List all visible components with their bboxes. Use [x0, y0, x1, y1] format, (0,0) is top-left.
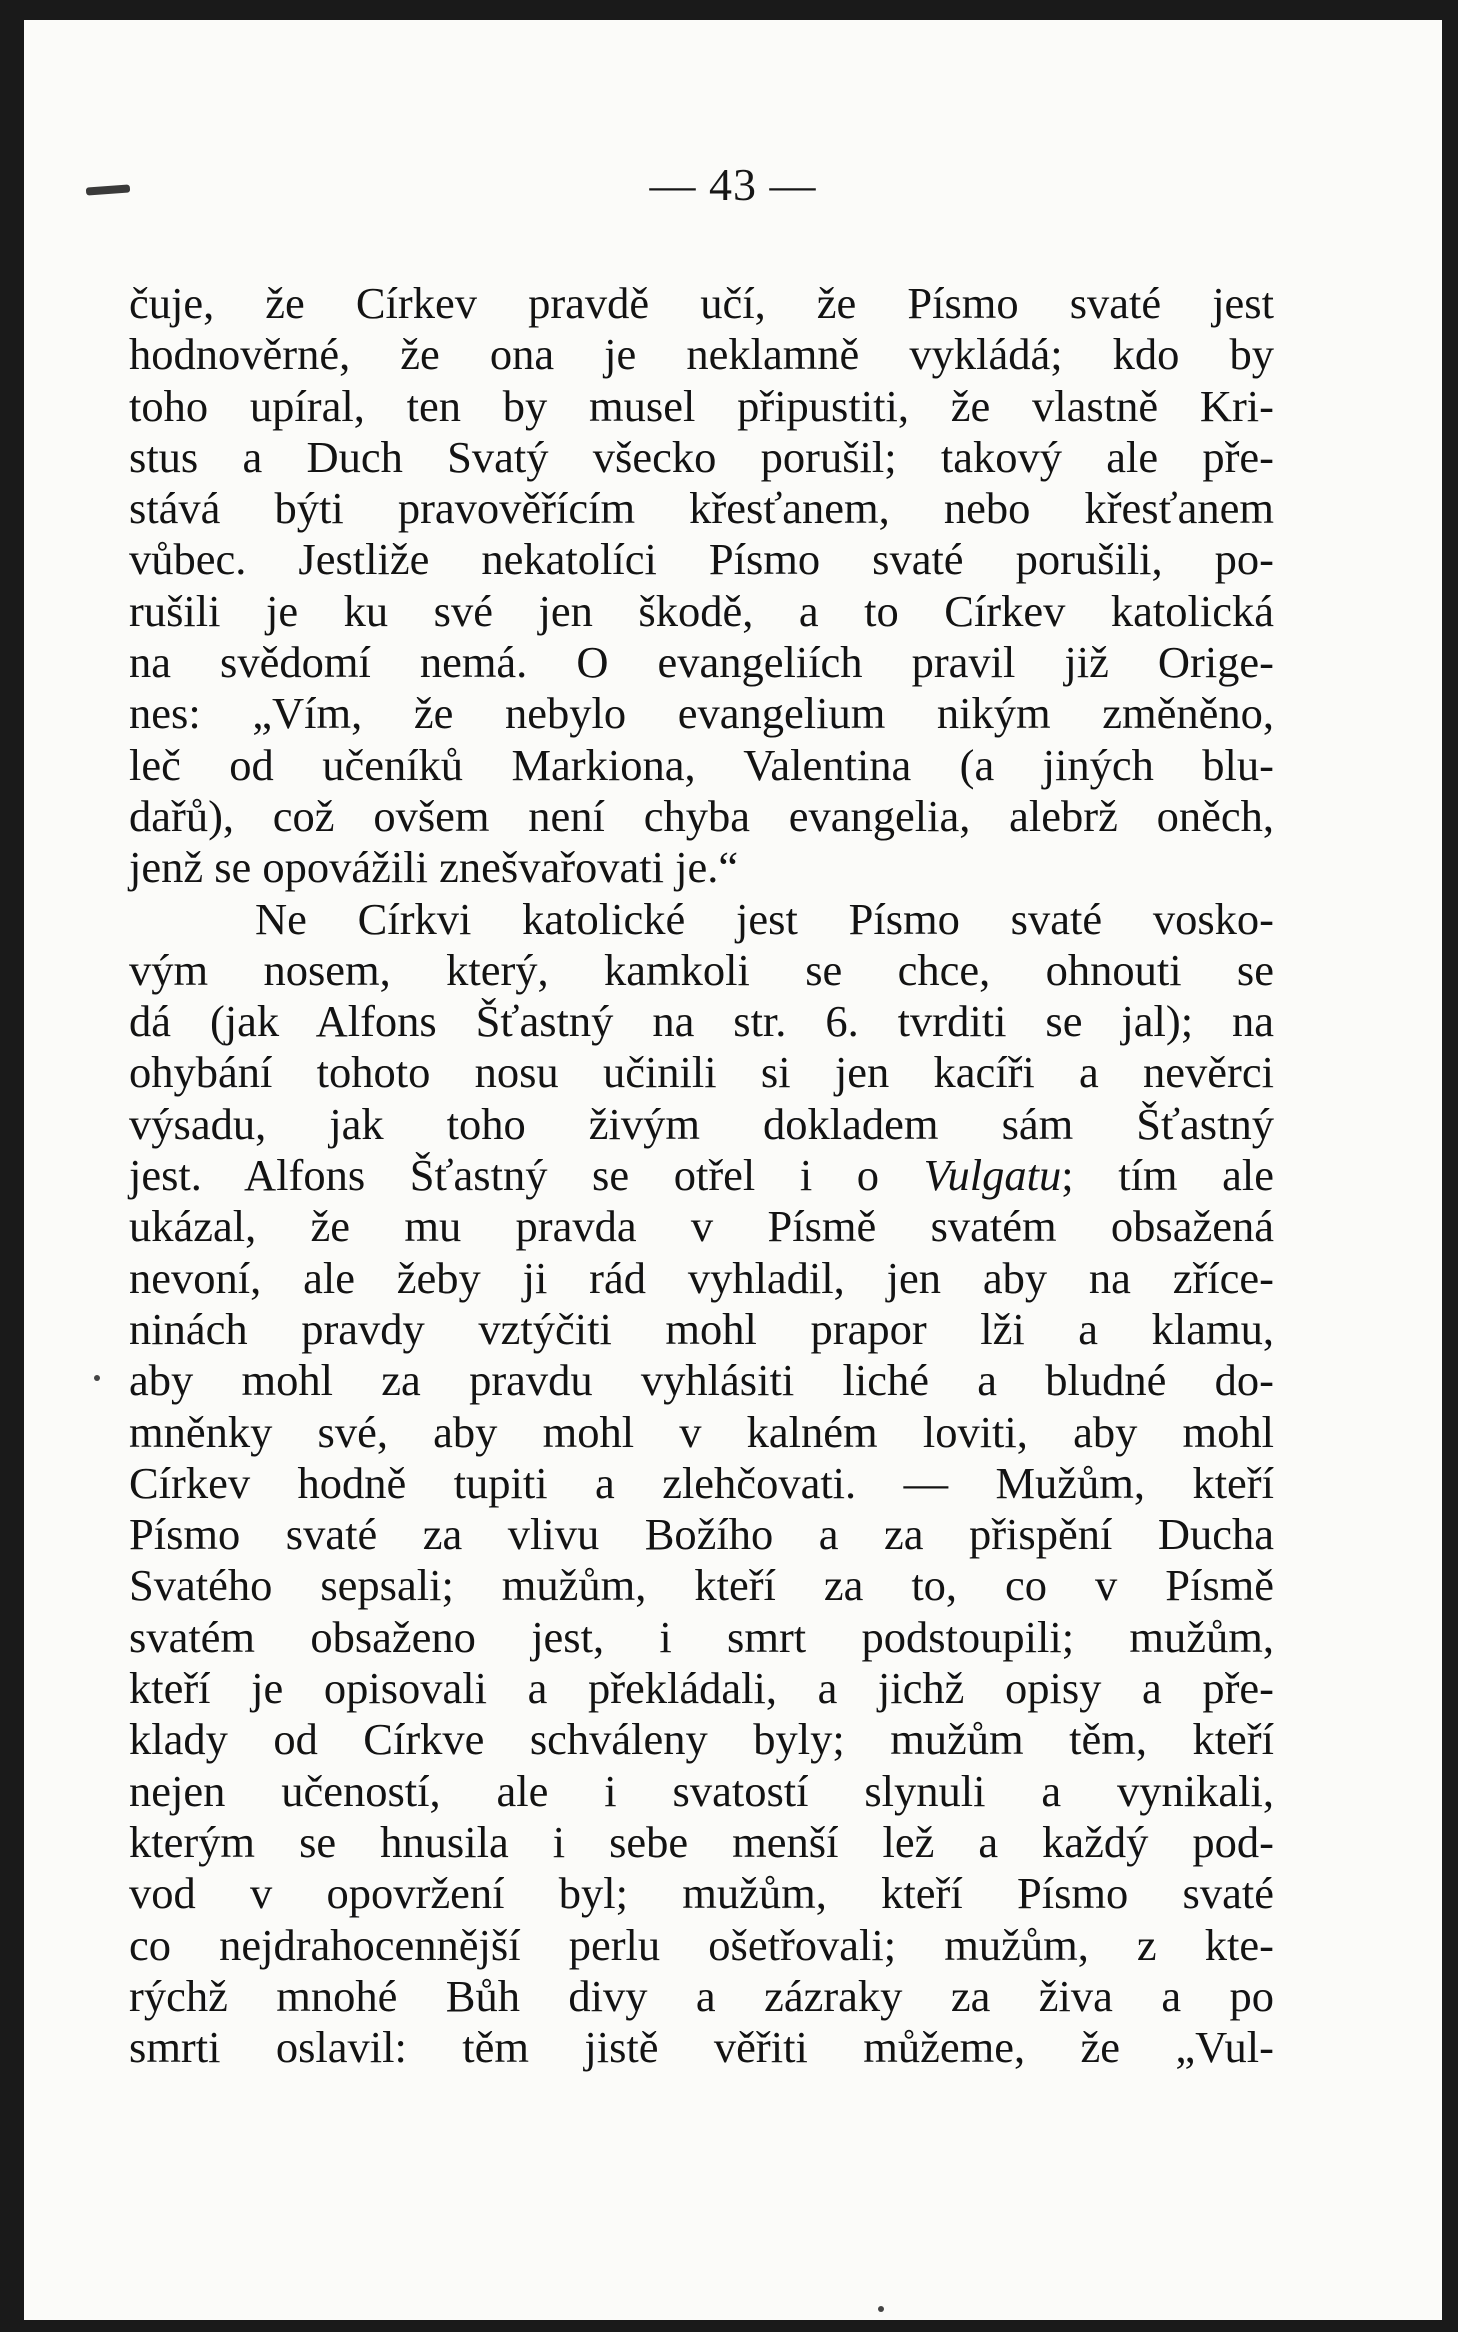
text-line: smrti oslavil: těm jistě věřiti můžeme, že „Vul- — [129, 2022, 1274, 2073]
text-line: vod v opovržení byl; mužům, kteří Písmo svaté — [129, 1868, 1274, 1919]
text-line: nejen učeností, ale i svatostí slynuli a vynikali, — [129, 1765, 1274, 1816]
text-line: ninách pravdy vztýčiti mohl prapor lži a klamu, — [129, 1303, 1274, 1354]
text-line: jenž se opovážili znešvařovati je.“ — [129, 842, 739, 893]
text-line: co nejdrahocennější perlu ošetřovali; mužům, z kte- — [129, 1919, 1274, 1970]
text-line: výsadu, jak toho živým dokladem sám Šťastný — [129, 1098, 1274, 1149]
text-line: ohybání tohoto nosu učinili si jen kacíři a nevěrci — [129, 1047, 1274, 1098]
text-line: klady od Církve schváleny byly; mužům těm, kteří — [129, 1714, 1274, 1765]
book-page — [24, 20, 1442, 2320]
text-line: dá (jak Alfons Šťastný na str. 6. tvrditi se jal); na — [129, 996, 1274, 1047]
text-line: kteří je opisovali a překládali, a jichž opisy a pře- — [129, 1663, 1274, 1714]
text-line: stává býti pravověřícím křesťanem, nebo křesťanem — [129, 483, 1274, 534]
text-line: toho upíral, ten by musel připustiti, že vlastně Kri- — [129, 380, 1274, 431]
text-line: Písmo svaté za vlivu Božího a za přispění Ducha — [129, 1509, 1274, 1560]
text-line: rušili je ku své jen škodě, a to Církev katolická — [129, 585, 1274, 636]
text-line: leč od učeníků Markiona, Valentina (a jiných blu- — [129, 739, 1274, 790]
text-run: jest. Alfons Šťastný se otřel i o — [129, 1150, 924, 1201]
page-number: — 43 — — [649, 159, 817, 210]
text-line: vým nosem, který, kamkoli se chce, ohnouti se — [129, 944, 1274, 995]
text-line: rýchž mnohé Bůh divy a zázraky za živa a po — [129, 1970, 1274, 2021]
text-line: nes: „Vím, že nebylo evangelium nikým změněno, — [129, 688, 1274, 739]
text-line-mixed — [129, 1150, 1274, 1201]
text-line: aby mohl za pravdu vyhlásiti liché a bludné do- — [129, 1355, 1274, 1406]
text-line: na svědomí nemá. O evangeliích pravil již Orige- — [129, 637, 1274, 688]
stray-dot — [878, 2306, 884, 2312]
text-line: Svatého sepsali; mužům, kteří za to, co v Písmě — [129, 1560, 1274, 1611]
text-line: vůbec. Jestliže nekatolíci Písmo svaté porušili, po- — [129, 534, 1274, 585]
text-line: kterým se hnusila i sebe menší lež a každý pod- — [129, 1816, 1274, 1867]
text-line: svatém obsaženo jest, i smrt podstoupili; mužům, — [129, 1611, 1274, 1662]
italic-run: Vulgatu — [923, 1150, 1062, 1201]
text-line: hodnověrné, že ona je neklamně vykládá; kdo by — [129, 329, 1274, 380]
body-text — [129, 278, 1274, 2073]
text-line: Církev hodně tupiti a zlehčovati. — Mužům, kteří — [129, 1457, 1274, 1508]
text-line: nevoní, ale žeby ji rád vyhladil, jen aby na zříce- — [129, 1252, 1274, 1303]
text-line: čuje, že Církev pravdě učí, že Písmo svaté jest — [129, 278, 1274, 328]
text-line: stus a Duch Svatý všecko porušil; takový ale pře- — [129, 431, 1274, 482]
text-line: mněnky své, aby mohl v kalném loviti, aby mohl — [129, 1406, 1274, 1457]
text-line: dařů), což ovšem není chyba evangelia, alebrž oněch, — [129, 790, 1274, 841]
text-line: ukázal, že mu pravda v Písmě svatém obsažená — [129, 1201, 1274, 1252]
text-run: ; tím ale — [1061, 1150, 1274, 1201]
text-line: Ne Církvi katolické jest Písmo svaté vosko- — [255, 893, 1274, 944]
stray-dot — [94, 1375, 100, 1381]
